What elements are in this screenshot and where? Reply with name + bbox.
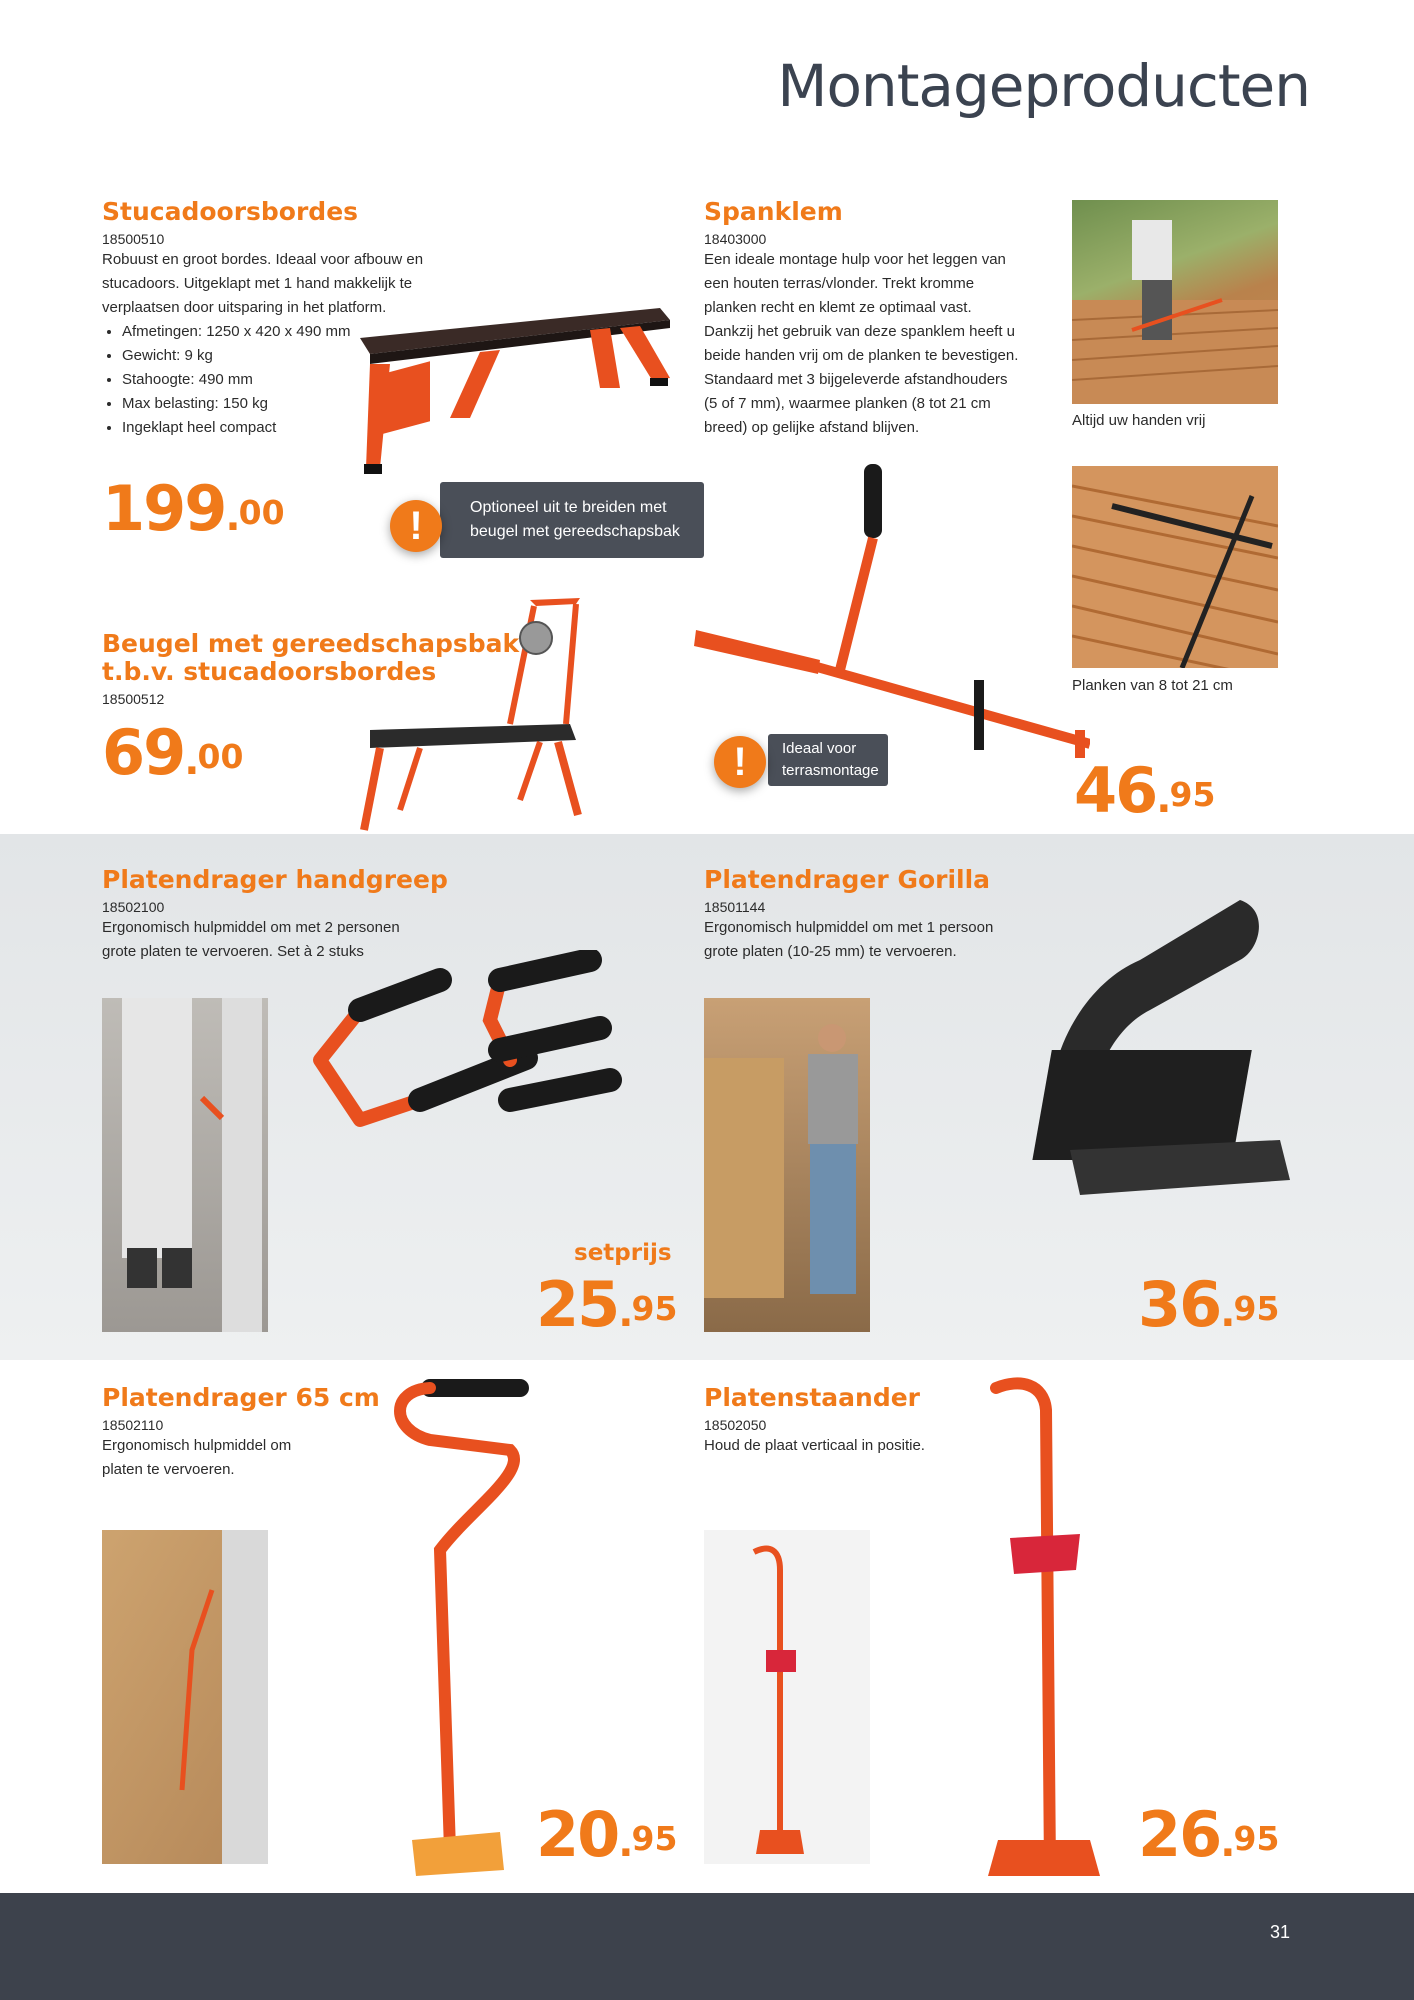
price-stucadoorsbordes: 199.00 bbox=[102, 472, 285, 545]
product-staander bbox=[704, 1384, 1004, 1458]
page-number: 31 bbox=[1269, 1922, 1290, 1942]
spec-item: • Afmetingen: 1250 x 420 x 490 mm bbox=[122, 320, 502, 344]
product-sku: 18500512 bbox=[102, 691, 165, 707]
spanklem-image bbox=[690, 460, 1090, 780]
staander-image bbox=[980, 1370, 1120, 1880]
product-sku: 18502050 bbox=[704, 1417, 767, 1433]
photo-handgreep-use bbox=[102, 998, 268, 1332]
product-description: Ergonomisch hulpmiddel om platen te vervoeren. bbox=[102, 1437, 292, 1478]
product-sku: 18500510 bbox=[102, 231, 165, 247]
price-handgreep: 25.95 bbox=[536, 1268, 678, 1341]
note-box-beugel bbox=[440, 482, 704, 558]
price-cents: 95 bbox=[1233, 1289, 1280, 1328]
page-footer bbox=[0, 1893, 1414, 2000]
description-text: Robuust en groot bordes. Ideaal voor afbouw en stucadoors. Uitgeklapt met 1 hand makkelijk te verplaatsen door uitsparing in het platform. bbox=[102, 251, 424, 316]
price-main: 46 bbox=[1074, 754, 1157, 827]
handgreep-image bbox=[300, 950, 630, 1250]
product-sku: 18502110 bbox=[102, 1417, 164, 1433]
product-title: Platendrager handgreep bbox=[102, 865, 448, 894]
photo-illustration bbox=[102, 1530, 268, 1864]
price-main: 69 bbox=[102, 716, 185, 789]
product-sku: 18403000 bbox=[704, 231, 767, 247]
product-spanklem bbox=[704, 198, 1024, 440]
photo-drager65-use bbox=[102, 1530, 268, 1864]
price-cents: 95 bbox=[1233, 1819, 1280, 1858]
photo-illustration bbox=[1072, 466, 1278, 668]
photo-gorilla-use bbox=[704, 998, 870, 1332]
photo-illustration bbox=[102, 998, 268, 1332]
price-spanklem: 46.95 bbox=[1074, 754, 1216, 827]
photo-terrace-worker bbox=[1072, 200, 1278, 404]
product-sku: 18501144 bbox=[704, 899, 766, 915]
spec-item: • Max belasting: 150 kg bbox=[122, 392, 502, 416]
note-text: Optioneel uit te breiden met beugel met gereedschapsbak bbox=[470, 499, 680, 540]
beugel-image bbox=[340, 590, 610, 835]
setprijs-label: setprijs bbox=[574, 1240, 672, 1266]
product-title: Platendrager 65 cm bbox=[102, 1383, 380, 1412]
price-cents: 95 bbox=[631, 1289, 678, 1328]
product-title: Platendrager Gorilla bbox=[704, 865, 991, 894]
caption-planken: Planken van 8 tot 21 cm bbox=[1072, 677, 1233, 694]
price-main: 36 bbox=[1138, 1268, 1221, 1341]
product-title: Spanklem bbox=[704, 197, 843, 226]
price-main: 20 bbox=[536, 1798, 619, 1871]
drager65-image bbox=[380, 1370, 540, 1880]
price-main: 25 bbox=[536, 1268, 619, 1341]
spec-item: • Stahoogte: 490 mm bbox=[122, 368, 502, 392]
photo-illustration bbox=[704, 1530, 870, 1864]
price-beugel: 69.00 bbox=[102, 716, 244, 789]
price-cents: 95 bbox=[1169, 775, 1216, 814]
gorilla-image bbox=[1010, 890, 1290, 1230]
photo-planks bbox=[1072, 466, 1278, 668]
price-cents: 00 bbox=[197, 737, 244, 776]
product-title-line1: Beugel met gereedschapsbak bbox=[102, 629, 520, 658]
product-drager65 bbox=[102, 1384, 402, 1482]
note-text: Ideaal voor terrasmontage bbox=[782, 740, 879, 779]
photo-illustration bbox=[704, 998, 870, 1332]
exclamation-icon: ! bbox=[714, 736, 766, 788]
note-box-terras bbox=[768, 734, 888, 786]
page-title: Montageproducten bbox=[777, 52, 1310, 120]
product-description: Houd de plaat verticaal in positie. bbox=[704, 1437, 925, 1454]
product-sku: 18502100 bbox=[102, 899, 165, 915]
caption-handen-vrij: Altijd uw handen vrij bbox=[1072, 412, 1206, 429]
product-title-line2: t.b.v. stucadoorsbordes bbox=[102, 657, 437, 686]
product-title: Stucadoorsbordes bbox=[102, 197, 359, 226]
product-description: Ergonomisch hulpmiddel om met 1 persoon grote platen (10-25 mm) te vervoeren. bbox=[704, 919, 994, 960]
spec-item: • Ingeklapt heel compact bbox=[122, 416, 502, 440]
price-gorilla: 36.95 bbox=[1138, 1268, 1280, 1341]
price-main: 199 bbox=[102, 472, 226, 545]
price-main: 26 bbox=[1138, 1798, 1221, 1871]
product-title: Platenstaander bbox=[704, 1383, 921, 1412]
price-drager65: 20.95 bbox=[536, 1798, 678, 1871]
exclamation-icon: ! bbox=[390, 500, 442, 552]
price-cents: 95 bbox=[631, 1819, 678, 1858]
photo-staander-use bbox=[704, 1530, 870, 1864]
product-description: Een ideale montage hulp voor het leggen van een houten terras/vlonder. Trekt kromme planken recht en klemt ze optimaal vast. Dankzij het gebruik van deze spanklem heeft u beide handen vrij om de planken te bevestigen. Standaard met 3 bijgeleverde afstandhouders (5 of 7 mm), waarmee planken (8 tot 21 cm breed) op gelijke afstand blijven. bbox=[704, 251, 1019, 436]
product-gorilla bbox=[704, 866, 1044, 964]
photo-illustration bbox=[1072, 200, 1278, 404]
product-description: Ergonomisch hulpmiddel om met 2 personen grote platen te vervoeren. Set à 2 stuks bbox=[102, 919, 400, 960]
stucadoorsbordes-image bbox=[330, 268, 690, 508]
price-staander: 26.95 bbox=[1138, 1798, 1280, 1871]
spec-item: • Gewicht: 9 kg bbox=[122, 344, 502, 368]
price-cents: 00 bbox=[238, 493, 285, 532]
